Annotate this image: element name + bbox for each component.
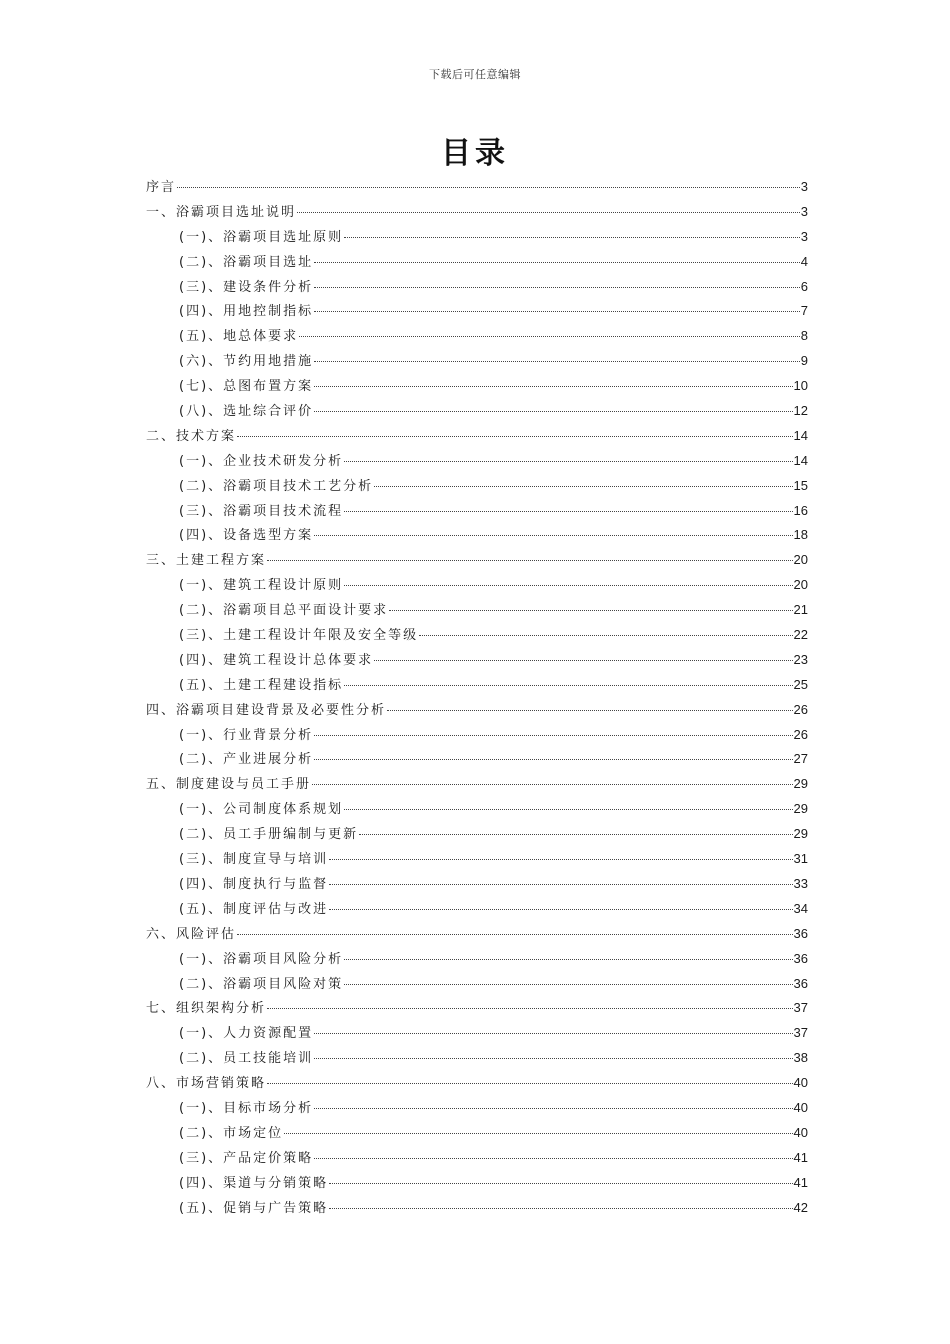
toc-entry-title: 八、市场营销策略 (146, 1076, 267, 1092)
toc-entry-page-number: 22 (793, 627, 808, 643)
toc-entry-title: (四)、渠道与分销策略 (179, 1175, 329, 1191)
toc-entry-title: (三)、制度宣导与培训 (179, 852, 329, 868)
dot-leader (329, 884, 792, 885)
toc-entry-page-number: 40 (793, 1124, 808, 1140)
toc-entry[interactable] (146, 1121, 808, 1146)
toc-entry-title: (二)、员工技能培训 (179, 1051, 314, 1067)
toc-entry[interactable] (146, 299, 808, 324)
toc-entry-title: (一)、公司制度体系规划 (179, 802, 344, 818)
toc-entry[interactable] (146, 250, 808, 275)
toc-entry-title: (七)、总图布置方案 (179, 379, 314, 395)
toc-entry-page-number: 26 (793, 701, 808, 717)
toc-entry-title: (四)、设备选型方案 (179, 528, 314, 544)
dot-leader (314, 535, 792, 536)
dot-leader (374, 660, 792, 661)
toc-entry-page-number: 37 (793, 1000, 808, 1016)
dot-leader (374, 486, 792, 487)
table-of-contents (146, 175, 808, 1220)
dot-leader (344, 959, 792, 960)
toc-entry[interactable] (146, 175, 808, 200)
toc-entry-page-number: 37 (793, 1025, 808, 1041)
dot-leader (344, 809, 792, 810)
dot-leader (314, 735, 792, 736)
toc-entry[interactable] (146, 1146, 808, 1171)
dot-leader (314, 361, 800, 362)
toc-entry-page-number: 15 (793, 477, 808, 493)
toc-entry-title: (一)、建筑工程设计原则 (179, 578, 344, 594)
toc-entry-page-number: 16 (793, 502, 808, 518)
toc-entry-page-number: 33 (793, 875, 808, 891)
toc-entry-title: (一)、浴霸项目选址原则 (179, 229, 344, 245)
toc-entry-title: (一)、企业技术研发分析 (179, 453, 344, 469)
toc-entry-title: (二)、浴霸项目总平面设计要求 (179, 603, 389, 619)
toc-entry-page-number: 26 (793, 726, 808, 742)
dot-leader (314, 759, 792, 760)
toc-entry-page-number: 23 (793, 651, 808, 667)
dot-leader (344, 984, 792, 985)
toc-entry-page-number: 29 (793, 776, 808, 792)
dot-leader (237, 934, 793, 935)
toc-entry-title: (五)、促销与广告策略 (179, 1200, 329, 1216)
toc-entry-title: (一)、目标市场分析 (179, 1100, 314, 1116)
toc-entry-title: 七、组织架构分析 (146, 1001, 267, 1017)
toc-entry-title: (四)、制度执行与监督 (179, 876, 329, 892)
toc-entry[interactable] (146, 897, 808, 922)
dot-leader (314, 1158, 792, 1159)
toc-entry-page-number: 42 (793, 1199, 808, 1215)
toc-entry-title: (一)、行业背景分析 (179, 727, 314, 743)
dot-leader (177, 187, 800, 188)
toc-entry[interactable] (146, 972, 808, 997)
toc-entry[interactable] (146, 523, 808, 548)
dot-leader (314, 311, 800, 312)
toc-entry[interactable] (146, 947, 808, 972)
toc-entry-page-number: 21 (793, 602, 808, 618)
toc-entry-title: 六、风险评估 (146, 926, 237, 942)
toc-entry-page-number: 18 (793, 527, 808, 543)
toc-entry-page-number: 8 (800, 328, 808, 344)
toc-entry-title: (三)、建设条件分析 (179, 279, 314, 295)
toc-entry[interactable] (146, 872, 808, 897)
toc-entry-title: (二)、产业进展分析 (179, 752, 314, 768)
toc-entry[interactable] (146, 747, 808, 772)
toc-entry[interactable] (146, 822, 808, 847)
toc-entry-title: (三)、浴霸项目技术流程 (179, 503, 344, 519)
dot-leader (267, 1083, 793, 1084)
toc-entry-page-number: 41 (793, 1174, 808, 1190)
toc-entry-title: (二)、员工手册编制与更新 (179, 827, 359, 843)
toc-entry[interactable] (146, 648, 808, 673)
dot-leader (314, 262, 800, 263)
toc-entry[interactable] (146, 573, 808, 598)
toc-title: 目录 (441, 136, 509, 171)
toc-entry-page-number: 36 (793, 950, 808, 966)
toc-entry-page-number: 40 (793, 1099, 808, 1115)
toc-entry-title: (三)、产品定价策略 (179, 1150, 314, 1166)
dot-leader (314, 1108, 792, 1109)
toc-entry-page-number: 12 (793, 403, 808, 419)
toc-entry-page-number: 25 (793, 676, 808, 692)
dot-leader (344, 237, 800, 238)
toc-entry-page-number: 29 (793, 801, 808, 817)
toc-entry[interactable] (146, 598, 808, 623)
toc-entry-page-number: 14 (793, 427, 808, 443)
toc-entry[interactable] (146, 275, 808, 300)
dot-leader (389, 610, 792, 611)
toc-entry-title: 四、浴霸项目建设背景及必要性分析 (146, 702, 387, 718)
toc-entry[interactable] (146, 772, 808, 797)
toc-entry[interactable] (146, 723, 808, 748)
toc-entry-title: (八)、选址综合评价 (179, 404, 314, 420)
dot-leader (314, 1058, 792, 1059)
toc-entry-title: 序言 (146, 180, 177, 195)
toc-entry-title: (四)、用地控制指标 (179, 304, 314, 320)
toc-entry[interactable] (146, 399, 808, 424)
toc-entry[interactable] (146, 1071, 808, 1096)
toc-entry-page-number: 7 (800, 303, 808, 319)
toc-entry-title: (三)、土建工程设计年限及安全等级 (179, 628, 419, 644)
toc-entry[interactable] (146, 374, 808, 399)
toc-entry[interactable] (146, 349, 808, 374)
dot-leader (314, 386, 792, 387)
toc-entry-page-number: 14 (793, 452, 808, 468)
toc-entry-title: (一)、人力资源配置 (179, 1026, 314, 1042)
dot-leader (297, 212, 800, 213)
dot-leader (314, 1033, 792, 1034)
toc-entry[interactable] (146, 797, 808, 822)
toc-entry[interactable] (146, 449, 808, 474)
dot-leader (329, 1183, 792, 1184)
toc-entry-page-number: 27 (793, 751, 808, 767)
toc-entry[interactable] (146, 623, 808, 648)
toc-entry[interactable] (146, 474, 808, 499)
toc-entry[interactable] (146, 1096, 808, 1121)
toc-entry-page-number: 34 (793, 900, 808, 916)
toc-entry-page-number: 3 (800, 228, 808, 244)
toc-entry-page-number: 10 (793, 378, 808, 394)
toc-entry-page-number: 36 (793, 975, 808, 991)
toc-entry-title: (五)、地总体要求 (179, 329, 299, 345)
dot-leader (329, 859, 792, 860)
toc-entry-page-number: 3 (800, 179, 808, 194)
toc-entry-title: (五)、制度评估与改进 (179, 901, 329, 917)
toc-entry-page-number: 3 (800, 203, 808, 219)
dot-leader (419, 635, 792, 636)
dot-leader (344, 585, 792, 586)
toc-entry[interactable] (146, 499, 808, 524)
dot-leader (329, 909, 792, 910)
toc-entry[interactable] (146, 200, 808, 225)
toc-entry[interactable] (146, 1171, 808, 1196)
dot-leader (344, 685, 792, 686)
toc-entry-page-number: 31 (793, 851, 808, 867)
toc-entry-title: (一)、浴霸项目风险分析 (179, 951, 344, 967)
toc-entry-title: (六)、节约用地措施 (179, 354, 314, 370)
toc-entry[interactable] (146, 673, 808, 698)
toc-entry-page-number: 20 (793, 577, 808, 593)
toc-entry[interactable] (146, 922, 808, 947)
toc-entry-title: (二)、浴霸项目选址 (179, 254, 314, 270)
toc-entry-title: (二)、浴霸项目技术工艺分析 (179, 478, 374, 494)
toc-entry[interactable] (146, 424, 808, 449)
toc-entry[interactable] (146, 996, 808, 1021)
toc-entry[interactable] (146, 324, 808, 349)
dot-leader (359, 834, 792, 835)
dot-leader (267, 560, 793, 561)
toc-entry-title: 三、土建工程方案 (146, 553, 267, 569)
dot-leader (284, 1133, 792, 1134)
toc-entry-page-number: 41 (793, 1149, 808, 1165)
toc-entry-page-number: 9 (800, 353, 808, 369)
toc-entry-page-number: 38 (793, 1050, 808, 1066)
toc-entry[interactable] (146, 1046, 808, 1071)
toc-entry[interactable] (146, 548, 808, 573)
toc-entry[interactable] (146, 1021, 808, 1046)
toc-entry-page-number: 40 (793, 1075, 808, 1091)
page-header: 下载后可任意编辑 (429, 68, 521, 81)
dot-leader (299, 336, 800, 337)
toc-entry-page-number: 36 (793, 925, 808, 941)
toc-entry[interactable] (146, 1196, 808, 1221)
dot-leader (267, 1008, 793, 1009)
toc-entry-title: 二、技术方案 (146, 428, 237, 444)
toc-entry-title: (二)、浴霸项目风险对策 (179, 976, 344, 992)
toc-entry[interactable] (146, 698, 808, 723)
toc-entry-page-number: 4 (800, 253, 808, 269)
toc-entry[interactable] (146, 225, 808, 250)
toc-entry-title: 一、浴霸项目选址说明 (146, 204, 297, 220)
toc-entry-page-number: 6 (800, 278, 808, 294)
dot-leader (314, 287, 800, 288)
dot-leader (344, 511, 792, 512)
toc-entry[interactable] (146, 847, 808, 872)
dot-leader (387, 710, 793, 711)
toc-entry-title: (四)、建筑工程设计总体要求 (179, 652, 374, 668)
toc-entry-page-number: 29 (793, 826, 808, 842)
dot-leader (312, 784, 793, 785)
dot-leader (237, 436, 793, 437)
toc-entry-title: 五、制度建设与员工手册 (146, 777, 312, 793)
toc-entry-title: (五)、土建工程建设指标 (179, 677, 344, 693)
dot-leader (329, 1208, 792, 1209)
dot-leader (344, 461, 792, 462)
toc-entry-title: (二)、市场定位 (179, 1125, 284, 1141)
dot-leader (314, 411, 792, 412)
toc-entry-page-number: 20 (793, 552, 808, 568)
